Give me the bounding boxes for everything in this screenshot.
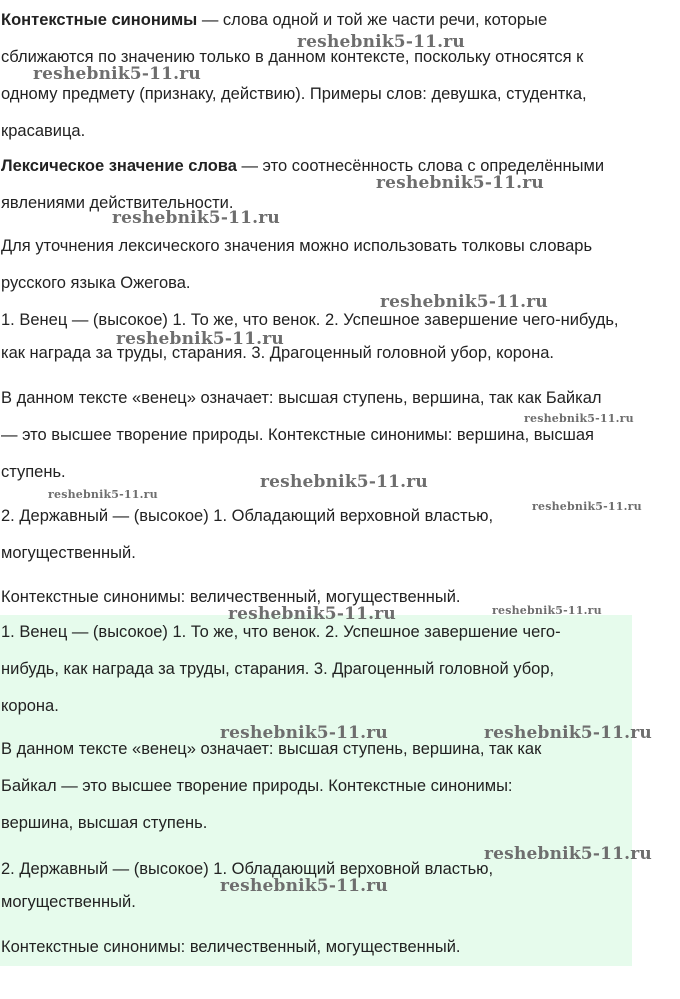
- contextual-synonyms-definition: Контекстные синонимы — слова одной и той же части речи, которые сближаются по значению только в данном контексте, поскольку относятся к одному предмету (признаку, действию). Примеры слов: девушка, студентка, красавица.: [1, 11, 587, 140]
- watermark-6: reshebnik5-11.ru: [116, 329, 284, 349]
- watermark-7: reshebnik5-11.ru: [524, 412, 634, 425]
- watermark-15: reshebnik5-11.ru: [484, 844, 652, 864]
- term-lexical-meaning: Лексическое значение слова: [1, 157, 237, 175]
- watermark-11: reshebnik5-11.ru: [228, 604, 396, 624]
- watermark-5: reshebnik5-11.ru: [380, 292, 548, 312]
- watermark-2: reshebnik5-11.ru: [33, 64, 201, 84]
- watermark-9: reshebnik5-11.ru: [48, 488, 158, 501]
- watermark-4: reshebnik5-11.ru: [112, 208, 280, 228]
- watermark-14: reshebnik5-11.ru: [484, 723, 652, 743]
- term-contextual-synonyms: Контекстные синонимы: [1, 11, 198, 29]
- derzhavny-synonyms: Контекстные синонимы: величественный, могущественный.: [1, 588, 461, 606]
- watermark-13: reshebnik5-11.ru: [220, 723, 388, 743]
- watermark-1: reshebnik5-11.ru: [297, 32, 465, 52]
- highlight-venets-context: В данном тексте «венец» означает: высшая ступень, вершина, так как Байкал — это высшее творение природы. Контекстные синонимы: вершина, высшая ступень.: [1, 740, 542, 832]
- venets-context: В данном тексте «венец» означает: высшая ступень, вершина, так как Байкал — это высшее творение природы. Контекстные синонимы: вершина, высшая ступень.: [1, 389, 602, 481]
- watermark-12: reshebnik5-11.ru: [492, 604, 602, 617]
- watermark-3: reshebnik5-11.ru: [376, 173, 544, 193]
- derzhavny-definition: 2. Державный — (высокое) 1. Обладающий верховной властью, могущественный.: [1, 507, 494, 562]
- dictionary-note: Для уточнения лексического значения можно использовать толковы словарь русского языка Ожегова.: [1, 237, 593, 292]
- highlight-derzhavny-definition: 2. Державный — (высокое) 1. Обладающий верховной властью, могущественный.: [1, 860, 494, 911]
- lexical-meaning-definition: Лексическое значение слова — это соотнесённость слова с определёнными явлениями действительности.: [1, 157, 605, 212]
- watermark-8: reshebnik5-11.ru: [260, 472, 428, 492]
- highlight-derzhavny-synonyms: Контекстные синонимы: величественный, могущественный.: [1, 938, 461, 956]
- highlight-venets-definition: 1. Венец — (высокое) 1. То же, что венок. 2. Успешное завершение чего- нибудь, как награда за труды, старания. 3. Драгоценный головной убор, корона.: [1, 623, 561, 715]
- watermark-16: reshebnik5-11.ru: [220, 876, 388, 896]
- watermark-10: reshebnik5-11.ru: [532, 500, 642, 513]
- venets-definition: 1. Венец — (высокое) 1. То же, что венок. 2. Успешное завершение чего-нибудь, как награда за труды, старания. 3. Драгоценный головной убор, корона.: [1, 311, 619, 362]
